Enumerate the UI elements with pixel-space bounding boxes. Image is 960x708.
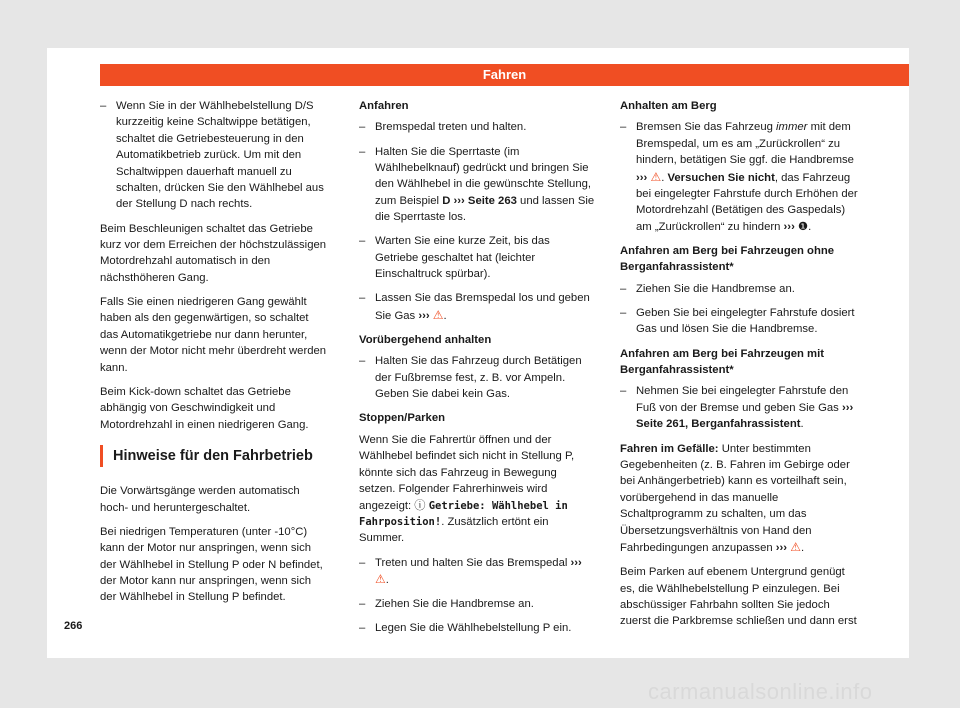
info-circle-icon: ⓘ (414, 499, 426, 512)
warning-triangle-icon: ⚠ (790, 539, 801, 554)
list-item: – Ziehen Sie die Handbremse an. (620, 282, 795, 295)
paragraph: Fahren im Gefälle: Unter bestimmten Gegebenheiten (z. B. Fahren im Gebirge oder bei Anhängerbetrieb) kann es vorteilhaft sein, vorübergehend in das manuelle Schaltprogramm zu schalten, um das Übersetzungsverhältnis von Hand den Fahrbedingungen anzupassen ››› ⚠. (620, 442, 850, 554)
subheading-stoppen: Stoppen/Parken (359, 412, 446, 425)
watermark: carmanualsonline.info (648, 679, 873, 704)
page-reference-link[interactable]: D ››› Seite 263 (442, 194, 517, 207)
paragraph: Wenn Sie die Fahrertür öffnen und der Wählhebel befindet sich nicht in Stellung P, könnte sich das Fahrzeug in Bewegung setzen. Folgender Fahrerhinweis wird angezeigt: ⓘ Getriebe: Wählhebel in Fahrposition!. Zusätzlich ertönt ein Summer. (359, 433, 575, 545)
list-item: – Wenn Sie in der Wählhebelstellung D/S kurzzeitig keine Schaltwippe betätigen, schaltet die Getriebesteuerung in den Automatikbetrieb zurück. Um mit den Schaltwippen dauerhaft manuell zu schalten, drücken Sie den Wählhebel aus der Stellung D nach rechts. (100, 100, 324, 211)
list-item: – Bremspedal treten und halten. (359, 121, 527, 134)
list-item: – Ziehen Sie die Handbremse an. (359, 598, 534, 611)
warning-triangle-icon: ⚠ (650, 169, 662, 184)
reference-arrows[interactable]: ››› (636, 171, 648, 184)
list-item: – Halten Sie das Fahrzeug durch Betätigen der Fußbremse fest, z. B. vor Ampeln. Geben Sie dabei kein Gas. (359, 355, 582, 401)
reference-arrows[interactable]: ››› (418, 309, 430, 322)
list-item: – Warten Sie eine kurze Zeit, bis das Getriebe geschaltet hat (leichter Einschaltruck spürbar). (359, 235, 550, 281)
subheading-berg: Anhalten am Berg (620, 100, 717, 112)
list-item: – Halten Sie die Sperrtaste (im Wählhebelknauf) gedrückt und bringen Sie den Wählhebel in die gewünschte Stellung, zum Beispiel D ››› Seite 263 und lassen Sie die Sperrtaste los. (359, 145, 595, 224)
paragraph: Bei niedrigen Temperaturen (unter -10°C) kann der Motor nur anspringen, wenn sich der Wählhebel in Stellung P oder N befindet, der Motor kann nur anspringen, wenn sich der Wählhebel in Stellung P befindet. (100, 525, 323, 604)
subheading-ohne: Anfahren am Berg bei Fahrzeugen ohne Berganfahrassistent* (620, 245, 835, 274)
subheading-mit: Anfahren am Berg bei Fahrzeugen mit Berganfahrassistent* (620, 347, 825, 377)
warning-triangle-icon: ⚠ (375, 571, 386, 586)
list-item: – Bremsen Sie das Fahrzeug immer mit dem Bremspedal, um es am „Zurückrollen“ zu hindern, betätigen Sie ggf. die Handbremse ››› ⚠. Versuchen Sie nicht, das Fahrzeug bei eingelegter Fahrstufe durch Erhöhen der Motordrehzahl (Betätigen des Gaspedals) am „Zurückrollen“ zu hindern ››› ❶. (620, 121, 858, 233)
chapter-header (100, 64, 909, 86)
info-circle-icon: ❶ (797, 220, 809, 233)
driver-message: Getriebe: Wählhebel in Fahrposition! (359, 499, 568, 528)
page-reference-link[interactable]: ››› Seite 261, Berganfahrassistent (636, 401, 854, 431)
paragraph: Beim Parken auf ebenem Untergrund genügt es, die Wählhebelstellung P einzulegen. Bei abschüssiger Fahrbahn sollten Sie jedoch zuerst die Parkbremse schließen und dann erst (620, 566, 857, 628)
warning-triangle-icon: ⚠ (432, 307, 444, 322)
list-item: – Treten und halten Sie das Bremspedal ››› ⚠. (359, 556, 582, 586)
paragraph: Beim Beschleunigen schaltet das Getriebe kurz vor dem Erreichen der höchstzulässigen Motordrehzahl automatisch in den nächsthöheren Gang. (100, 222, 327, 284)
list-item: – Lassen Sie das Bremspedal los und geben Sie Gas ››› ⚠. (359, 292, 590, 322)
paragraph: Beim Kick-down schaltet das Getriebe abhängig von Geschwindigkeit und Motordrehzahl in einen niedrigeren Gang. (100, 385, 309, 431)
list-item-text: Wenn Sie in der Wählhebelstellung D/S kurzzeitig keine Schaltwippe betätigen, schaltet die Getriebesteuerung in den Automatikbetrieb zurück. Um mit den Schaltwippen dauerhaft manuell zu schalten, drücken Sie den Wählhebel aus der Stellung D nach rechts. (116, 100, 324, 211)
column-2 (359, 98, 595, 645)
column-3 (620, 98, 860, 638)
list-item: – Legen Sie die Wählhebelstellung P ein. (359, 622, 572, 635)
paragraph: Die Vorwärtsgänge werden automatisch hoch- und heruntergeschaltet. (100, 485, 300, 514)
subheading-anfahren: Anfahren (359, 100, 409, 112)
reference-arrows[interactable]: ››› (570, 556, 582, 569)
paragraph: Falls Sie einen niedrigeren Gang gewählt haben als den gegenwärtigen, so schaltet das Automatikgetriebe nur dann herunter, wenn der Motor nicht mehr überdreht werden kann. (100, 296, 327, 374)
subheading-voruebergehend: Vorübergehend anhalten (359, 334, 492, 347)
reference-arrows[interactable]: ››› (783, 220, 795, 233)
list-item: – Nehmen Sie bei eingelegter Fahrstufe den Fuß von der Bremse und geben Sie Gas ››› Seite 261, Berganfahrassistent. (620, 385, 854, 431)
column-1 (100, 98, 328, 614)
section-heading: Hinweise für den Fahrbetrieb (100, 445, 328, 467)
list-item: – Geben Sie bei eingelegter Fahrstufe dosiert Gas und lösen Sie die Handbremse. (620, 307, 855, 336)
page-number: 266 (64, 620, 83, 632)
chapter-title: Fahren (482, 67, 527, 82)
reference-arrows[interactable]: ››› (775, 541, 788, 554)
